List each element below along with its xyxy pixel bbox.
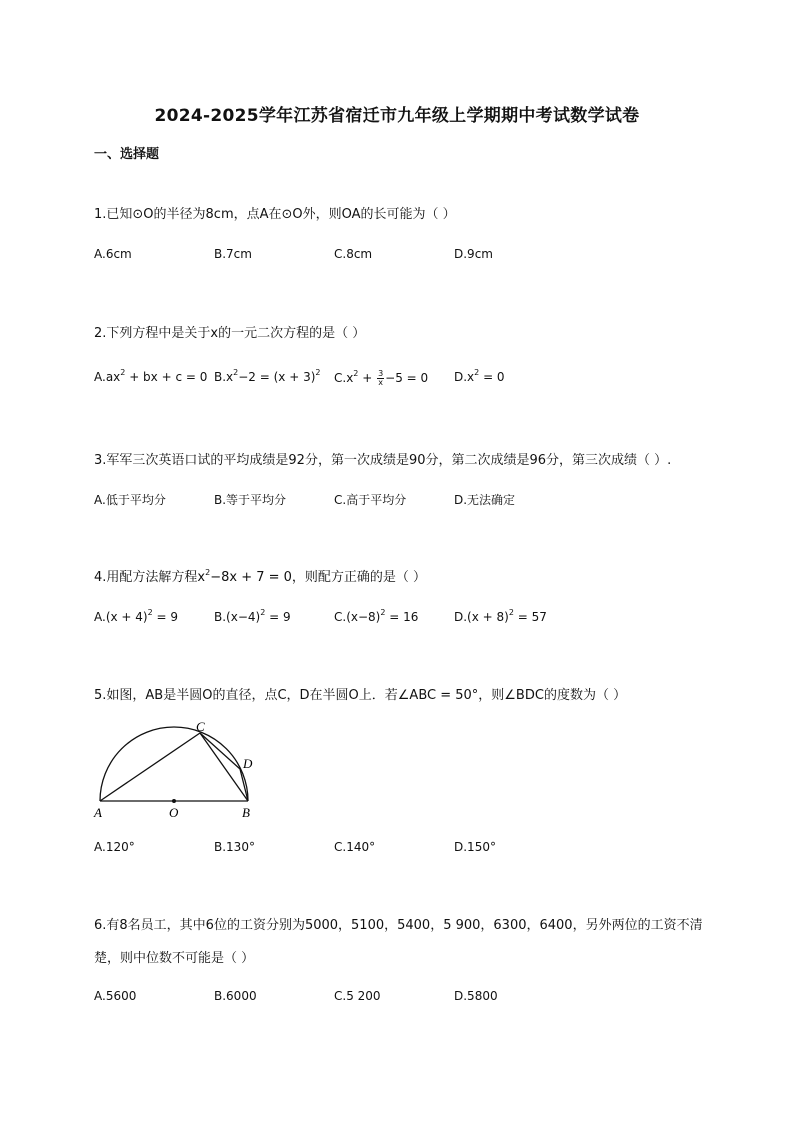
option-b: B.7cm (214, 247, 252, 261)
label-c: C (196, 719, 205, 734)
option-c: C.高于平均分 (334, 493, 407, 507)
question-1-options (94, 247, 714, 265)
option-c: C.140° (334, 840, 376, 854)
option-b: $B.(x-4)^2 = 9$ (214, 608, 291, 624)
option-d: $D.(x + 8)^2 = 57$ (454, 608, 547, 624)
question-6-options (94, 989, 714, 1007)
question-4-options (94, 610, 714, 628)
fraction: $\frac{3}{x}$ (378, 369, 384, 387)
option-d: D.9cm (454, 247, 493, 261)
option-d: D.无法确定 (454, 493, 516, 507)
semicircle-arc (100, 727, 248, 801)
option-d: D.150° (454, 840, 496, 854)
option-b: B.130° (214, 840, 255, 854)
label-b: B (242, 805, 250, 820)
option-d: D.5800 (454, 989, 498, 1003)
chord-cd (200, 733, 240, 769)
question-5-options (94, 840, 714, 858)
option-c: $C.(x-8)^2 = 16$ (334, 608, 419, 624)
option-a: $A.(x + 4)^2 = 9$ (94, 608, 179, 624)
option-c: C.5 200 (334, 989, 381, 1003)
question-2-stem: 2.下列方程中是关于x的一元二次方程的是（ ） (94, 326, 366, 341)
question-5-stem: 5.如图，AB是半圆O的直径，点C，D在半圆O上．若∠ABC = 50°，则∠BDC的度数为（ ） (94, 688, 627, 703)
option-a: A.低于平均分 (94, 493, 166, 507)
semicircle-diagram (92, 718, 272, 824)
option-a: A.120° (94, 840, 135, 854)
question-3-stem: 3.军军三次英语口试的平均成绩是92分，第一次成绩是90分，第二次成绩是96分，第三次成绩（ ）. (94, 453, 672, 468)
center-point-o (172, 799, 176, 803)
question-6-stem-line2: 楚，则中位数不可能是（ ） (94, 951, 255, 966)
chord-cb (200, 733, 248, 801)
option-a: A.5600 (94, 989, 137, 1003)
question-4-stem: 4.用配方法解方程$x^2-8x + 7 = 0$，则配方正确的是（ ） (94, 568, 427, 585)
question-1-stem: 1.已知⊙O的半径为8cm，点A在⊙O外，则OA的长可能为（ ） (94, 207, 456, 222)
option-b: $B.x^2-2 = (x + 3)^2$ (214, 368, 321, 384)
section-heading: 一、选择题 (94, 147, 160, 162)
question-6-stem-line1: 6.有8名员工，其中6位的工资分别为5000，5100，5400，5 900，6300，6400，另外两位的工资不清 (94, 918, 703, 933)
label-d: D (243, 756, 253, 771)
page-title: 2024-2025学年江苏省宿迁市九年级上学期期中考试数学试卷 (154, 106, 640, 126)
question-3-options (94, 491, 714, 509)
option-c: $C.x^2$ + $\frac{3}{x}$ −5 = 0 (334, 369, 429, 387)
option-b: B.等于平均分 (214, 493, 287, 507)
option-b: B.6000 (214, 989, 257, 1003)
option-c: C.8cm (334, 247, 373, 261)
option-a: A.6cm (94, 247, 132, 261)
option-a: $A.ax^2$ + bx + c = 0 (94, 368, 208, 384)
option-d: $D.x^2 = 0$ (454, 368, 505, 384)
label-a: A (94, 805, 102, 820)
question-2-options (94, 370, 714, 388)
label-o: O (169, 805, 179, 820)
chord-ac (100, 733, 200, 801)
